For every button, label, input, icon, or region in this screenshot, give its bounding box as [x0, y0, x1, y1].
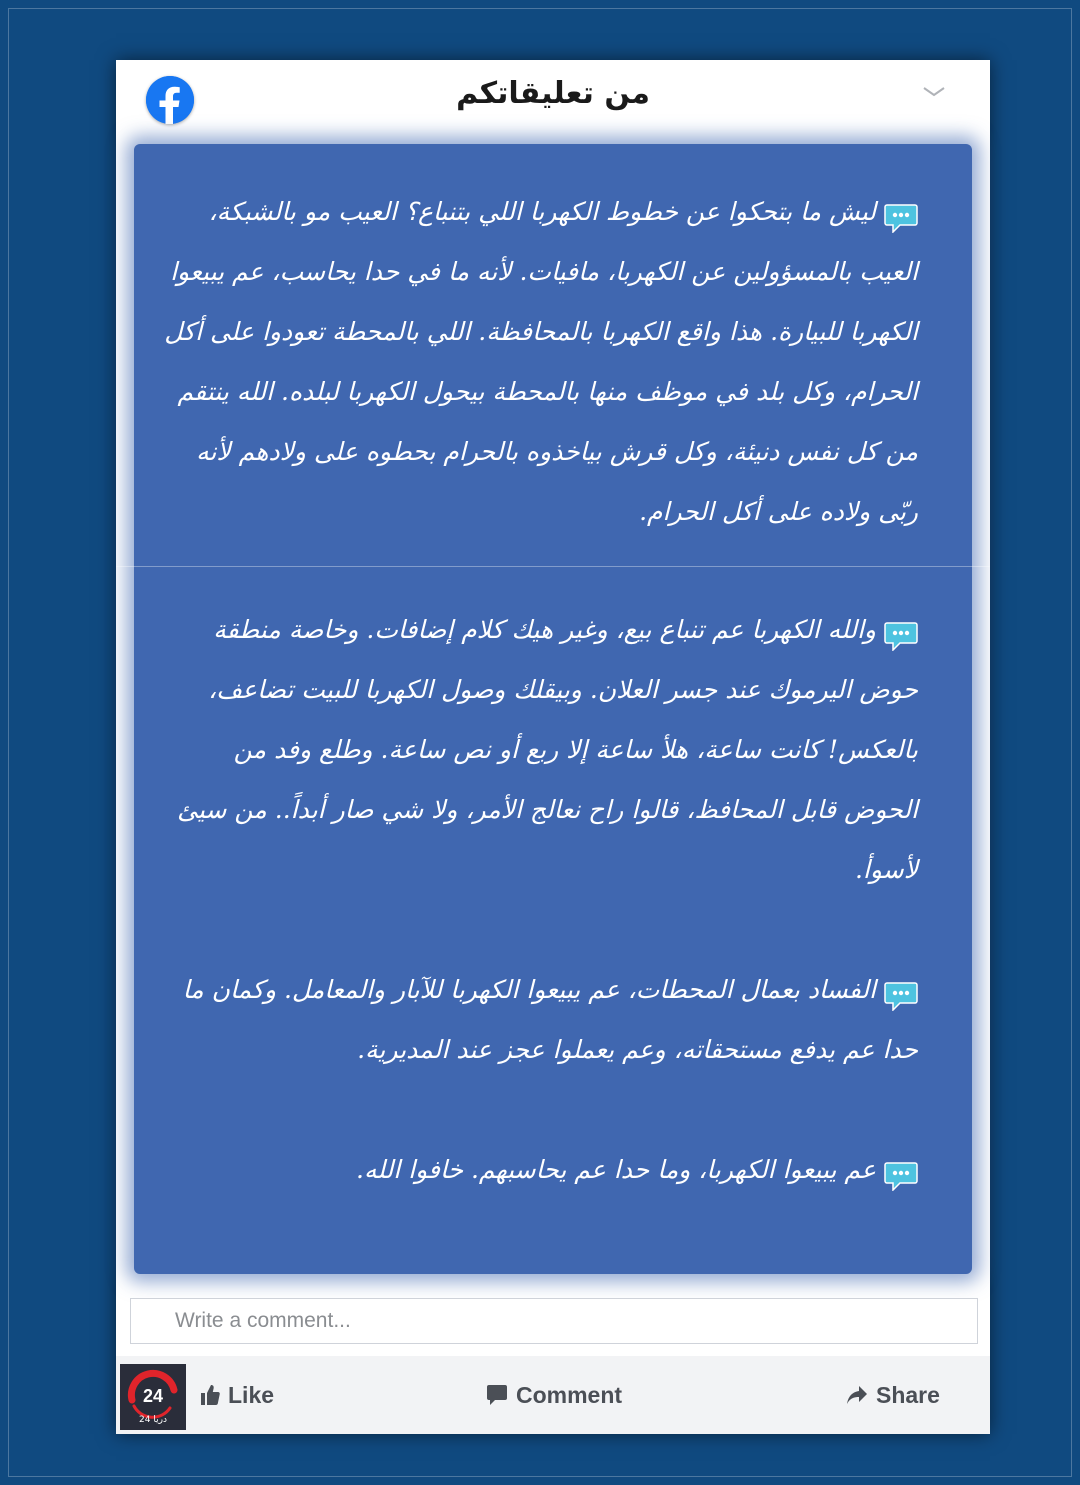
site-logo — [120, 1364, 186, 1430]
thumbs-up-icon — [200, 1384, 220, 1406]
comment-item — [162, 182, 918, 542]
comment-icon — [486, 1384, 508, 1406]
like-button[interactable] — [200, 1380, 274, 1410]
speech-bubble-icon — [884, 613, 918, 643]
site-logo-number: 24 — [142, 1386, 164, 1406]
comment-item — [162, 960, 918, 1080]
site-logo-caption: دريا 24 — [139, 1415, 167, 1425]
chevron-down-icon[interactable] — [922, 84, 946, 98]
speech-bubble-icon — [884, 973, 918, 1003]
comment-label: Comment — [516, 1381, 623, 1408]
divider — [116, 566, 990, 567]
facebook-comments-card — [116, 60, 990, 1434]
share-label: Share — [876, 1381, 940, 1408]
comment-text: ليش ما بتحكوا عن خطوط الكهربا اللي بتنباع؟ العيب مو بالشبكة، العيب بالمسؤولين عن الكهربا، مافيات. لأنه ما في حدا يحاسب، عم يبيعوا الكهربا للبيارة. هذا واقع الكهربا بالمحافظة. اللي بالمحطة تعودوا على أكل الحرام، وكل بلد في موظف منها بالمحطة بيحول الكهربا لبلده. الله ينتقم من كل نفس دنيئة، وكل قرش بياخذوه بالحرام بحطوه على ولادهم لأنه ربّى ولاده على أكل الحرام. — [164, 197, 918, 526]
comment-item — [162, 600, 918, 900]
share-arrow-icon — [846, 1385, 868, 1405]
speech-bubble-icon — [884, 1153, 918, 1183]
action-bar — [116, 1356, 990, 1434]
write-comment-input[interactable] — [131, 1299, 977, 1343]
comment-item — [162, 1140, 918, 1200]
comment-text: والله الكهربا عم تنباع بيع، وغير هيك كلام إضافات. وخاصة منطقة حوض اليرموك عند جسر العلان. وبيقلك وصول الكهربا للبيت تضاعف، بالعكس! كانت ساعة، هلأ ساعة إلا ربع أو نص ساعة. وطلع وفد من الحوض قابل المحافظ، قالوا راح نعالج الأمر، ولا شي صار أبداً.. من سيئ لأسوأ. — [177, 615, 918, 884]
like-label: Like — [228, 1381, 275, 1408]
comment-composer — [130, 1298, 978, 1344]
comment-text: الفساد بعمال المحطات، عم يبيعوا الكهربا للآبار والمعامل. وكمان ما حدا عم يدفع مستحقاته، وعم يعملوا عجز عند المديرية. — [182, 975, 918, 1064]
comment-button[interactable] — [486, 1380, 622, 1410]
page-title: من تعليقاتكم — [456, 76, 650, 111]
card-header — [116, 60, 990, 138]
speech-bubble-icon — [884, 195, 918, 225]
comment-text: عم يبيعوا الكهربا، وما حدا عم يحاسبهم. خافوا الله. — [356, 1155, 876, 1184]
share-button[interactable] — [846, 1380, 940, 1410]
